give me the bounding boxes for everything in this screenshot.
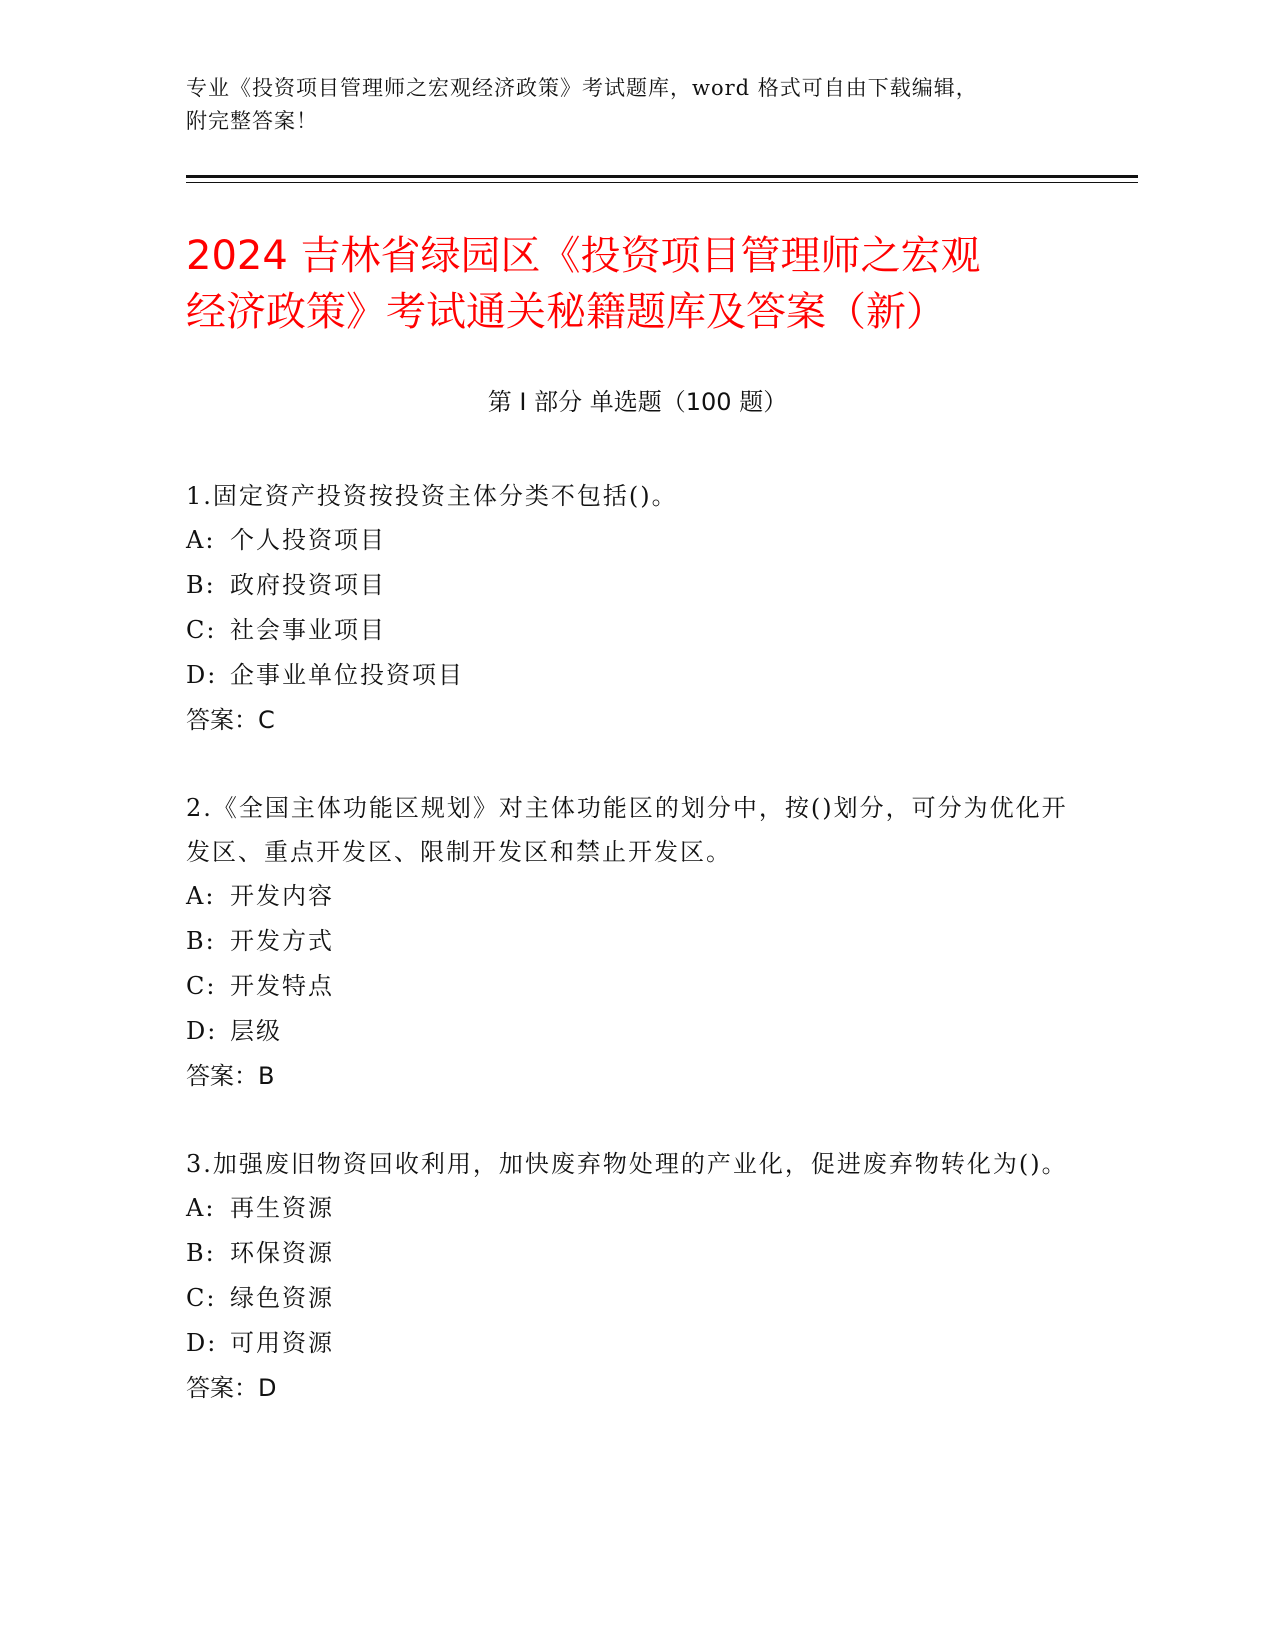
- option-key: C:: [186, 972, 217, 1000]
- section-heading: 第 I 部分 单选题（100 题）: [487, 388, 788, 416]
- option-key: D:: [186, 1329, 218, 1357]
- option-text: 个人投资项目: [230, 526, 386, 554]
- question-item: [186, 474, 1086, 743]
- option-b: [186, 919, 1086, 964]
- option-key: B:: [186, 1239, 216, 1267]
- option-a: [186, 518, 1086, 563]
- answer-line: 答案：D: [186, 1374, 277, 1402]
- option-text: 环保资源: [230, 1239, 334, 1267]
- option-c: [186, 964, 1086, 1009]
- option-b: [186, 563, 1086, 608]
- question-stem: 3.加强废旧物资回收利用，加快废弃物处理的产业化，促进废弃物转化为()。: [186, 1150, 1068, 1178]
- document-title: [186, 228, 1086, 340]
- option-text: 开发方式: [230, 927, 334, 955]
- option-text: 开发特点: [230, 972, 334, 1000]
- option-key: A:: [186, 882, 216, 910]
- option-key: C:: [186, 616, 217, 644]
- option-key: A:: [186, 1194, 216, 1222]
- option-d: [186, 653, 1086, 698]
- option-b: [186, 1231, 1086, 1276]
- answer-line: 答案：C: [186, 706, 275, 734]
- option-a: [186, 1186, 1086, 1231]
- header-note-line-2: 附完整答案！: [186, 109, 318, 133]
- option-key: C:: [186, 1284, 217, 1312]
- header-divider-thick: [186, 175, 1138, 178]
- header-divider-thin: [186, 182, 1138, 183]
- option-c: [186, 608, 1086, 653]
- option-key: A:: [186, 526, 216, 554]
- option-c: [186, 1276, 1086, 1321]
- header-note-line-1: 专业《投资项目管理师之宏观经济政策》考试题库，word 格式可自由下载编辑，: [186, 76, 978, 100]
- option-text: 开发内容: [230, 882, 334, 910]
- option-text: 企事业单位投资项目: [230, 661, 464, 689]
- option-text: 层级: [230, 1017, 282, 1045]
- option-key: D:: [186, 1017, 218, 1045]
- option-text: 社会事业项目: [230, 616, 386, 644]
- answer-line: 答案：B: [186, 1062, 275, 1090]
- question-item: [186, 786, 1086, 1099]
- question-list: [186, 474, 1086, 1454]
- document-title-line-1: 2024 吉林省绿园区《投资项目管理师之宏观: [186, 233, 981, 279]
- option-key: B:: [186, 571, 216, 599]
- option-d: [186, 1321, 1086, 1366]
- option-d: [186, 1009, 1086, 1054]
- header-note: [186, 72, 1086, 138]
- question-item: [186, 1142, 1086, 1411]
- option-a: [186, 874, 1086, 919]
- option-text: 绿色资源: [230, 1284, 334, 1312]
- question-stem: 1.固定资产投资按投资主体分类不包括()。: [186, 482, 678, 510]
- option-text: 可用资源: [230, 1329, 334, 1357]
- option-key: B:: [186, 927, 216, 955]
- question-stem: 2.《全国主体功能区规划》对主体功能区的划分中，按()划分，可分为优化开发区、重点开发区、限制开发区和禁止开发区。: [186, 794, 1068, 866]
- option-key: D:: [186, 661, 218, 689]
- option-text: 再生资源: [230, 1194, 334, 1222]
- document-title-line-2: 经济政策》考试通关秘籍题库及答案（新）: [186, 289, 946, 335]
- option-text: 政府投资项目: [230, 571, 386, 599]
